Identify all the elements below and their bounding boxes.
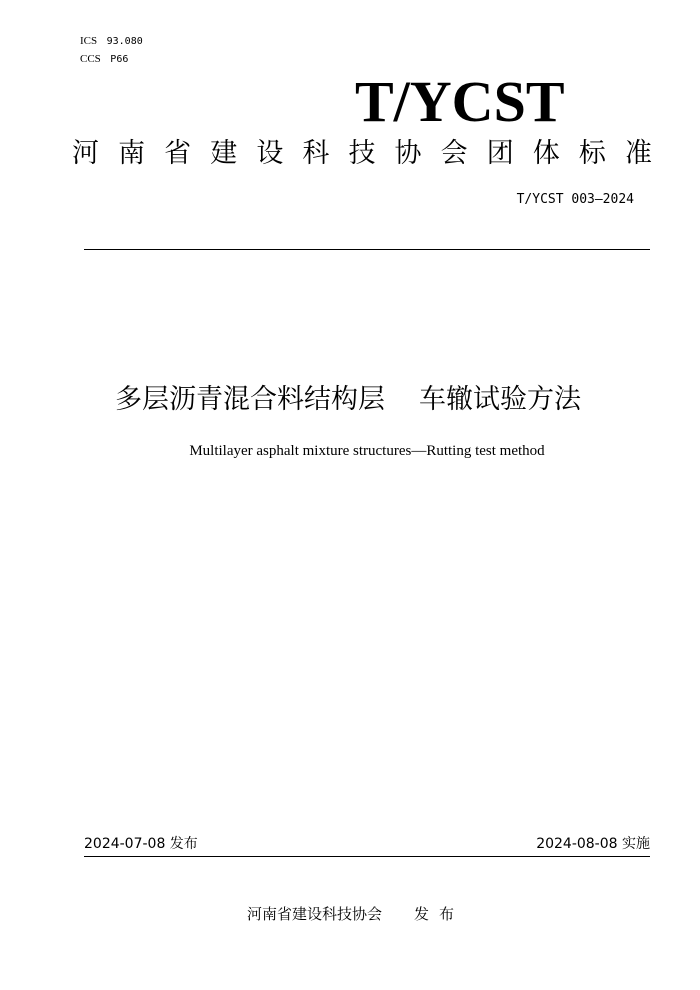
org-char: 协 [394, 138, 422, 169]
ics-label: ICS [80, 35, 98, 47]
title-chinese-part1: 多层沥青混合料结构层 [115, 384, 385, 415]
org-char: 标 [578, 138, 606, 169]
bottom-divider [84, 856, 650, 857]
org-char: 建 [210, 138, 238, 169]
org-char: 会 [440, 138, 468, 169]
ics-line [80, 34, 143, 49]
publisher [247, 903, 454, 925]
publish-action-2: 布 [439, 905, 455, 923]
org-char: 河 [72, 138, 99, 169]
title-english: Multilayer asphalt mixture structures—Rutting test method [189, 443, 545, 459]
org-char: 省 [164, 138, 192, 169]
standard-code: T/YCST 003—2024 [516, 192, 634, 207]
ccs-value: P66 [110, 54, 129, 65]
publish-action-1: 发 [414, 905, 430, 923]
org-char: 准 [624, 138, 652, 169]
org-char: 体 [532, 138, 560, 169]
top-divider [84, 249, 650, 250]
title-chinese [115, 378, 581, 422]
org-char: 南 [118, 138, 146, 169]
publisher-name: 河南省建设科技协会 [247, 905, 383, 923]
organization-name [72, 134, 652, 174]
org-char: 团 [486, 138, 514, 169]
org-char: 科 [302, 138, 330, 169]
ccs-line [80, 52, 128, 67]
org-char: 技 [348, 138, 376, 169]
title-chinese-part2: 车辙试验方法 [419, 384, 581, 415]
org-char: 设 [256, 138, 284, 169]
release-date: 2024-07-08 发布 [84, 836, 198, 852]
ccs-label: CCS [80, 53, 101, 65]
implement-date: 2024-08-08 实施 [536, 836, 650, 852]
brand-mark: T/YCST [355, 69, 565, 134]
ics-value: 93.080 [106, 36, 143, 47]
